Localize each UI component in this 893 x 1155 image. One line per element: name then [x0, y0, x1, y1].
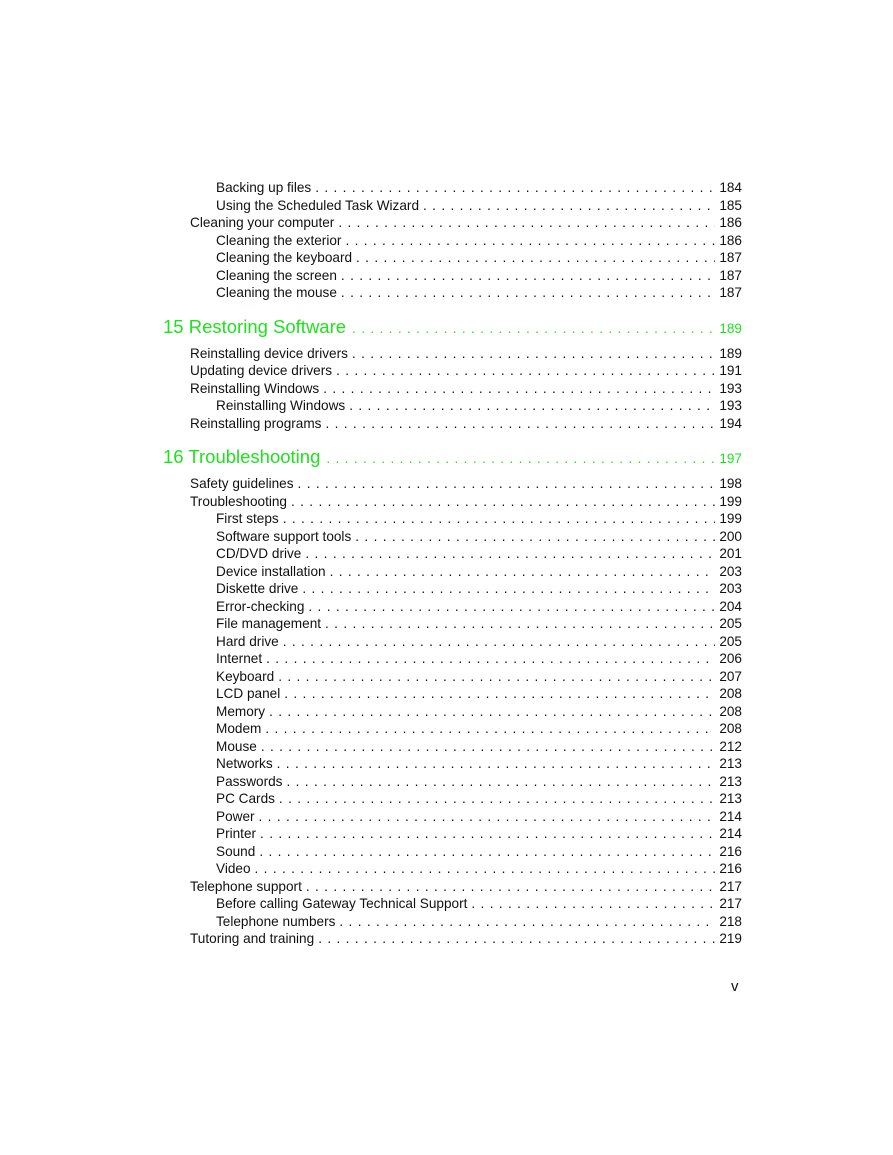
dot-leader [291, 493, 715, 511]
dot-leader [352, 345, 715, 363]
chapter-heading[interactable] [163, 445, 742, 469]
entry-title: Mouse [216, 738, 257, 754]
entry-title: File management [216, 616, 322, 631]
dot-leader [302, 580, 715, 598]
entry-page-number: 204 [719, 598, 742, 614]
toc-subentry[interactable] [163, 580, 742, 598]
entry-page-number: 216 [719, 843, 742, 859]
entry-page-number: 184 [719, 180, 742, 195]
dot-leader [298, 475, 716, 493]
entry-title: Reinstalling programs [190, 415, 322, 431]
entry-title: Reinstalling device drivers [190, 345, 348, 361]
toc-entry[interactable] [163, 493, 742, 511]
dot-leader [356, 249, 715, 267]
entry-title: Cleaning the exterior [216, 232, 342, 248]
dot-leader [336, 362, 715, 380]
toc-subentry[interactable] [163, 790, 742, 808]
entry-page-number: 217 [719, 896, 742, 911]
entry-title: Tutoring and training [190, 931, 315, 946]
dot-leader [284, 685, 715, 703]
dot-leader [323, 380, 715, 398]
entry-title: Passwords [216, 773, 283, 789]
entry-page-number: 185 [719, 197, 742, 213]
toc-subentry[interactable] [163, 703, 742, 721]
entry-page-number: 187 [719, 250, 742, 265]
toc-subentry[interactable] [163, 808, 742, 826]
entry-title: Software support tools [216, 528, 352, 544]
entry-title: Internet [216, 651, 263, 666]
entry-title: Cleaning the keyboard [216, 250, 353, 265]
dot-leader [338, 214, 715, 232]
toc-entry[interactable] [163, 214, 742, 232]
dot-leader [286, 773, 715, 791]
dot-leader [260, 825, 715, 843]
entry-page-number: 201 [719, 546, 742, 561]
toc-subentry[interactable] [163, 668, 742, 686]
entry-title: Keyboard [216, 668, 275, 684]
entry-page-number: 203 [719, 563, 742, 579]
toc-entry[interactable] [163, 930, 742, 948]
toc-entry[interactable] [163, 415, 742, 433]
toc-subentry[interactable] [163, 249, 742, 267]
dot-leader [283, 633, 716, 651]
entry-page-number: 189 [719, 345, 742, 361]
entry-page-number: 191 [719, 363, 742, 378]
dot-leader [259, 808, 716, 826]
entry-page-number: 187 [719, 267, 742, 283]
chapter-heading[interactable] [163, 315, 742, 339]
entry-page-number: 213 [719, 756, 742, 771]
entry-page-number: 213 [719, 773, 742, 789]
entry-title: Before calling Gateway Technical Support [216, 896, 468, 911]
entry-title: Backing up files [216, 180, 312, 195]
toc-subentry[interactable] [163, 738, 742, 756]
entry-title: Power [216, 808, 255, 824]
dot-leader [339, 913, 715, 931]
chapter-page-number: 197 [719, 451, 742, 466]
toc-subentry[interactable] [163, 615, 742, 633]
entry-page-number: 208 [719, 686, 742, 701]
toc-entry[interactable] [163, 878, 742, 896]
toc-entry[interactable] [163, 345, 742, 363]
entry-page-number: 187 [719, 285, 742, 300]
page-number: v [731, 978, 739, 995]
entry-page-number: 208 [719, 721, 742, 736]
toc-subentry[interactable] [163, 825, 742, 843]
dot-leader [352, 321, 715, 336]
toc-subentry[interactable] [163, 913, 742, 931]
dot-leader [306, 878, 715, 896]
toc-subentry[interactable] [163, 563, 742, 581]
dot-leader [318, 930, 715, 948]
dot-leader [265, 720, 715, 738]
entry-title: Memory [216, 703, 266, 719]
entry-page-number: 205 [719, 633, 742, 649]
toc-subentry[interactable] [163, 598, 742, 616]
entry-page-number: 206 [719, 651, 742, 666]
entry-title: Reinstalling Windows [190, 380, 320, 396]
toc-entry[interactable] [163, 475, 742, 493]
toc-subentry[interactable] [163, 510, 742, 528]
dot-leader [277, 755, 716, 773]
toc-subentry[interactable] [163, 197, 742, 215]
table-of-contents [163, 179, 742, 948]
dot-leader [269, 703, 715, 721]
entry-title: Troubleshooting [190, 493, 287, 509]
entry-page-number: 218 [719, 913, 742, 929]
dot-leader [279, 790, 715, 808]
toc-entry[interactable] [163, 362, 742, 380]
dot-leader [305, 545, 715, 563]
entry-page-number: 214 [719, 808, 742, 824]
chapter-title: 15 Restoring Software [163, 315, 347, 337]
entry-page-number: 208 [719, 703, 742, 719]
entry-title: Printer [216, 826, 257, 841]
toc-subentry[interactable] [163, 843, 742, 861]
entry-title: Diskette drive [216, 581, 299, 596]
entry-page-number: 199 [719, 493, 742, 509]
dot-leader [341, 267, 715, 285]
dot-leader [330, 563, 716, 581]
entry-page-number: 203 [719, 581, 742, 596]
dot-leader [326, 451, 715, 466]
entry-page-number: 198 [719, 476, 742, 491]
toc-subentry[interactable] [163, 755, 742, 773]
chapter-title: 16 Troubleshooting [163, 446, 321, 467]
entry-title: Updating device drivers [190, 363, 333, 378]
entry-title: Video [216, 861, 251, 876]
entry-page-number: 186 [719, 232, 742, 248]
entry-page-number: 217 [719, 878, 742, 894]
entry-title: Device installation [216, 563, 326, 579]
entry-title: PC Cards [216, 791, 275, 806]
dot-leader [266, 650, 715, 668]
entry-page-number: 207 [719, 668, 742, 684]
toc-subentry[interactable] [163, 773, 742, 791]
toc-subentry[interactable] [163, 895, 742, 913]
dot-leader [261, 738, 716, 756]
entry-page-number: 193 [719, 380, 742, 396]
toc-subentry[interactable] [163, 720, 742, 738]
toc-subentry[interactable] [163, 232, 742, 250]
toc-subentry[interactable] [163, 528, 742, 546]
toc-subentry[interactable] [163, 650, 742, 668]
entry-title: Hard drive [216, 633, 279, 649]
entry-title: First steps [216, 511, 279, 526]
entry-page-number: 194 [719, 415, 742, 431]
entry-title: Cleaning the screen [216, 267, 337, 283]
entry-title: Reinstalling Windows [216, 398, 346, 413]
toc-subentry[interactable] [163, 545, 742, 563]
dot-leader [283, 510, 716, 528]
entry-page-number: 205 [719, 616, 742, 631]
entry-page-number: 214 [719, 826, 742, 841]
entry-page-number: 216 [719, 861, 742, 876]
toc-subentry[interactable] [163, 860, 742, 878]
dot-leader [278, 668, 715, 686]
dot-leader [355, 528, 715, 546]
chapter-page-number: 189 [719, 320, 742, 336]
entry-title: Telephone numbers [216, 913, 336, 929]
dot-leader [345, 232, 715, 250]
toc-subentry[interactable] [163, 179, 742, 197]
entry-page-number: 186 [719, 215, 742, 230]
dot-leader [315, 179, 715, 197]
entry-title: Cleaning the mouse [216, 285, 337, 300]
entry-title: CD/DVD drive [216, 546, 302, 561]
entry-title: Cleaning your computer [190, 215, 335, 230]
dot-leader [341, 284, 715, 302]
entry-page-number: 193 [719, 398, 742, 413]
toc-subentry[interactable] [163, 633, 742, 651]
entry-page-number: 213 [719, 791, 742, 806]
dot-leader [349, 397, 715, 415]
entry-page-number: 200 [719, 528, 742, 544]
entry-title: Safety guidelines [190, 476, 294, 491]
entry-title: Sound [216, 843, 256, 859]
entry-page-number: 199 [719, 511, 742, 526]
dot-leader [308, 598, 715, 616]
entry-title: Error-checking [216, 598, 305, 614]
entry-page-number: 219 [719, 931, 742, 946]
entry-page-number: 212 [719, 738, 742, 754]
entry-title: Networks [216, 756, 273, 771]
toc-subentry[interactable] [163, 397, 742, 415]
toc-subentry[interactable] [163, 284, 742, 302]
dot-leader [325, 415, 715, 433]
entry-title: Using the Scheduled Task Wizard [216, 197, 420, 213]
dot-leader [471, 895, 715, 913]
dot-leader [255, 860, 716, 878]
dot-leader [423, 197, 715, 215]
toc-subentry[interactable] [163, 267, 742, 285]
dot-leader [325, 615, 715, 633]
dot-leader [259, 843, 715, 861]
entry-title: Modem [216, 721, 262, 736]
toc-subentry[interactable] [163, 685, 742, 703]
toc-entry[interactable] [163, 380, 742, 398]
entry-title: Telephone support [190, 878, 302, 894]
entry-title: LCD panel [216, 686, 281, 701]
